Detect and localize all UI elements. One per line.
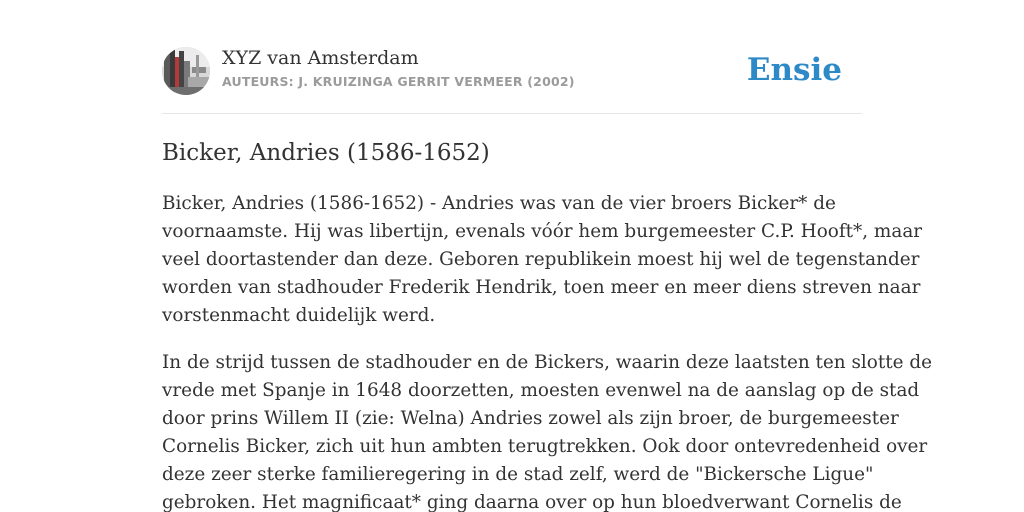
entry-title: Bicker, Andries (1586-1652): [162, 140, 490, 166]
paragraph: [162, 349, 933, 512]
text-line: gebroken. Het magnificaat* ging daarna over op hun bloedverwant Cornelis de: [162, 492, 902, 512]
text-line: door prins Willem II (zie: Welna) Andries zowel als zijn broer, de burgemeester: [162, 408, 899, 429]
header-divider: [162, 113, 862, 114]
paragraph: [162, 190, 923, 330]
text-line: vorstenmacht duidelijk werd.: [162, 305, 436, 326]
ensie-logo[interactable]: Ensie: [746, 52, 842, 88]
text-line: vrede met Spanje in 1648 doorzetten, moesten evenwel na de aanslag op de stad: [162, 380, 920, 401]
text-line: voornaamste. Hij was libertijn, evenals vóór hem burgemeester C.P. Hooft*, maar: [162, 221, 923, 242]
text-line: Cornelis Bicker, zich uit hun ambten terugtrekken. Ook door ontevredenheid over: [162, 436, 928, 457]
book-title[interactable]: XYZ van Amsterdam: [222, 47, 419, 69]
text-line: deze zeer sterke familieregering in de stad zelf, werd de "Bickersche Ligue": [162, 464, 874, 485]
street-photo-icon: [162, 47, 210, 95]
book-cover-avatar[interactable]: [162, 47, 210, 95]
book-authors: AUTEURS: J. KRUIZINGA GERRIT VERMEER (2002): [222, 74, 575, 89]
text-line: Bicker, Andries (1586-1652) - Andries was van de vier broers Bicker* de: [162, 193, 836, 214]
text-line: veel doortastender dan deze. Geboren republikein moest hij wel de tegenstander: [162, 249, 920, 270]
text-line: worden van stadhouder Frederik Hendrik, toen meer en meer diens streven naar: [162, 277, 921, 298]
entry-body: [162, 190, 933, 512]
text-line: In de strijd tussen de stadhouder en de Bickers, waarin deze laatsten ten slotte de: [162, 352, 933, 373]
header: [162, 46, 862, 96]
